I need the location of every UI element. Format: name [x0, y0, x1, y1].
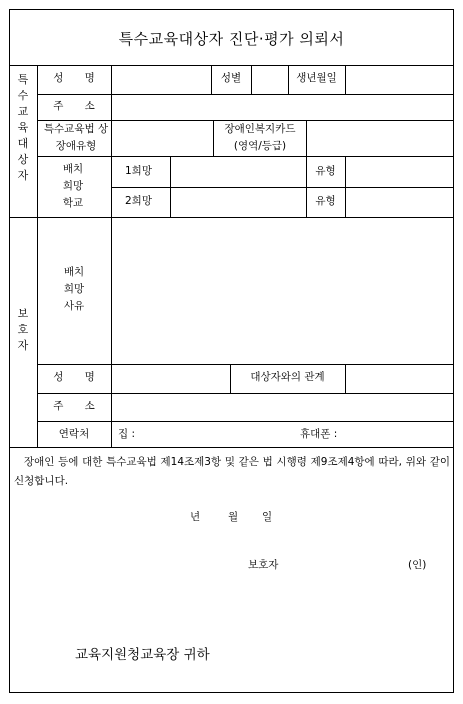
divider: [37, 393, 453, 394]
divider: [306, 120, 307, 156]
divider: [10, 65, 453, 66]
divider: [170, 156, 171, 217]
declaration-text: 장애인 등에 대한 특수교육법 제14조제3항 및 같은 법 시행령 제9조제4항에 따라, 위와 같이 신청합니다.: [14, 456, 450, 487]
student-name-label: 성 명: [53, 72, 95, 84]
divider: [213, 120, 214, 156]
gender-label: 성별: [220, 72, 242, 84]
divider: [345, 156, 346, 217]
referral-form: [9, 9, 454, 693]
second-choice-label: 2희망: [125, 195, 152, 207]
day-label: 일: [262, 511, 273, 523]
placement-reason-label: 배치 희망 사유: [63, 266, 85, 312]
month-label: 월: [228, 511, 239, 523]
birthdate-label: 생년월일: [296, 72, 337, 84]
divider: [37, 156, 453, 157]
first-choice-label: 1희망: [125, 165, 152, 177]
divider: [345, 364, 346, 393]
divider: [37, 421, 453, 422]
student-address-label: 주 소: [53, 100, 95, 112]
home-phone-label: 집 :: [118, 428, 136, 440]
divider: [10, 447, 453, 448]
guardian-section-label: 보호자: [17, 307, 29, 352]
divider: [10, 217, 453, 218]
seal-mark: (인): [408, 559, 427, 571]
divider: [37, 65, 38, 447]
year-label: 년: [190, 511, 201, 523]
divider: [345, 65, 346, 94]
welfare-card-label: 장애인복지카드 (영역/등급): [224, 123, 296, 152]
student-section-label: 특수교육대상자: [17, 73, 29, 182]
divider: [251, 65, 252, 94]
relationship-label: 대상자와의 관계: [250, 371, 325, 383]
contact-label: 연락처: [58, 428, 90, 440]
mobile-phone-label: 휴대폰 :: [300, 428, 338, 440]
divider: [37, 94, 453, 95]
placement-school-label: 배치 희망 학교: [62, 163, 84, 209]
divider: [111, 187, 453, 188]
guardian-name-label: 성 명: [53, 371, 95, 383]
divider: [37, 364, 453, 365]
divider: [111, 65, 112, 447]
form-title: 특수교육대상자 진단·평가 의뢰서: [118, 30, 345, 48]
first-choice-type-label: 유형: [315, 165, 336, 177]
addressee: 교육지원청교육장 귀하: [75, 647, 210, 663]
guardian-signature-label: 보호자: [248, 559, 279, 571]
disability-type-label: 특수교육법 상 장애유형: [43, 123, 109, 152]
guardian-address-label: 주 소: [53, 400, 95, 412]
second-choice-type-label: 유형: [315, 195, 336, 207]
